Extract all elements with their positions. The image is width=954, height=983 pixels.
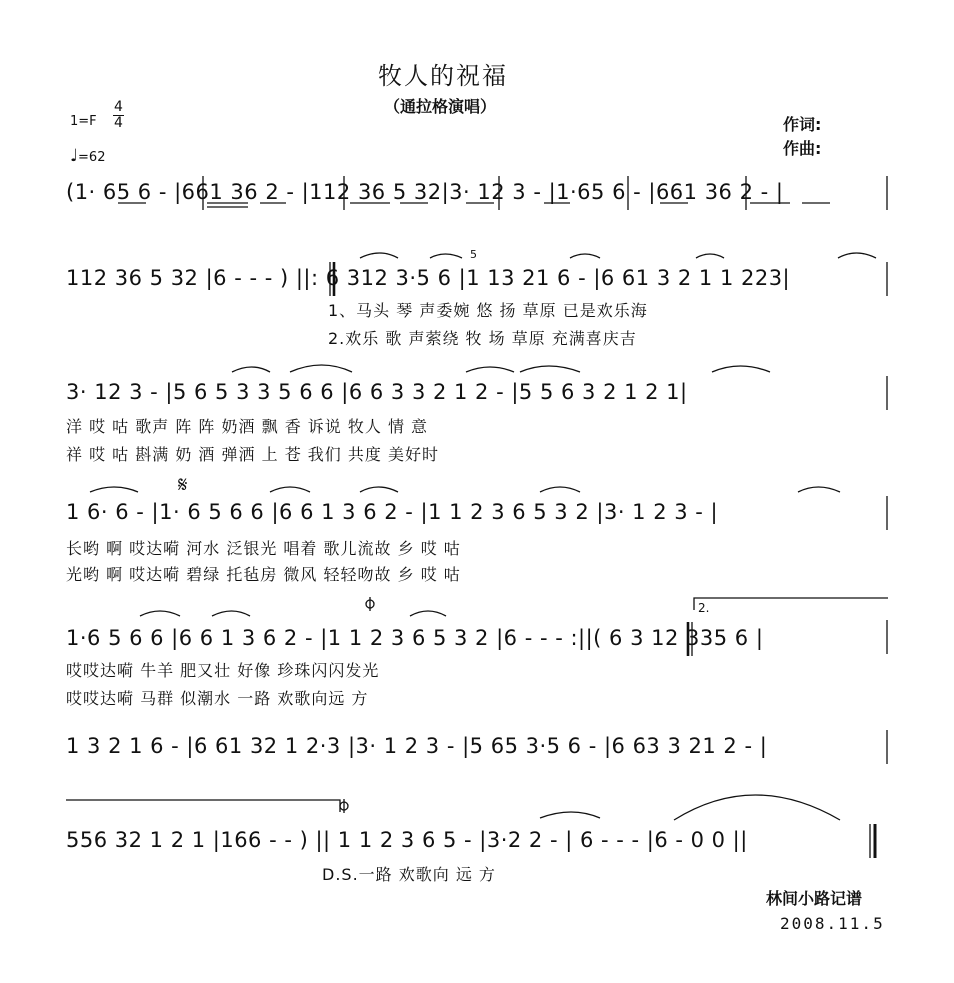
lyric-row-5-verse-1: 哎哎达嗬 牛羊 肥又壮 好像 珍珠闪闪发光 [66, 661, 380, 680]
slur [540, 812, 600, 818]
score-row-7: 556 32 1 2 1 |166 - - ) || 1 1 2 3 6 5 - |3·2 2 - | 6 - - - |6 - 0 0 || [66, 828, 748, 852]
lyric-row-7: D.S.一路 欢歌向 远 方 [322, 865, 496, 884]
slur [798, 487, 840, 492]
slur [360, 253, 398, 258]
score-row-5: 1·6 5 6 6 |6 6 1 3 6 2 - |1 1 2 3 6 5 3 2 |6 - - - :||( 6 3 12 335 6 | [66, 626, 764, 650]
lyric-row-2-verse-2: 2.欢乐 歌 声萦绕 牧 场 草原 充满喜庆吉 [328, 329, 637, 348]
transcription-date: 2008.11.5 [780, 914, 885, 933]
segno-icon: 𝄋 [178, 473, 188, 498]
slur [674, 795, 840, 820]
slur [712, 366, 770, 372]
slur [540, 487, 580, 492]
slur [696, 254, 724, 258]
volta-number: 2. [698, 601, 710, 615]
slur [232, 367, 270, 372]
slur [838, 253, 876, 258]
volta-bracket [694, 598, 888, 610]
slur [212, 611, 250, 616]
slur [410, 611, 446, 616]
slur [140, 611, 180, 616]
lyric-row-5-verse-2: 哎哎达嗬 马群 似潮水 一路 欢歌向远 方 [66, 689, 369, 708]
slur [520, 366, 580, 372]
lyric-row-4-verse-2: 光哟 啊 哎达嗬 碧绿 托毡房 微风 轻轻吻故 乡 哎 咕 [66, 565, 461, 584]
slur [466, 367, 514, 372]
composer-label: 作曲: [783, 139, 822, 158]
time-bottom: 4 [114, 115, 123, 131]
lyric-row-3-verse-1: 洋 哎 咕 歌声 阵 阵 奶酒 飘 香 诉说 牧人 情 意 [66, 417, 429, 436]
lyric-row-2-verse-1: 1、马头 琴 声委婉 悠 扬 草原 已是欢乐海 [328, 301, 648, 320]
score-row-3: 3· 12 3 - |5 6 5 3 3 5 6 6 |6 6 3 3 2 1 2 - |5 5 6 3 2 1 2 1| [66, 380, 688, 404]
score-row-4: 1 6· 6 - |1· 6 5 6 6 |6 6 1 3 6 2 - |1 1 2 3 6 5 3 2 |3· 1 2 3 - | [66, 500, 719, 524]
lyric-row-3-verse-2: 祥 哎 咕 斟满 奶 酒 弹洒 上 苍 我们 共度 美好时 [66, 445, 439, 464]
slur [570, 254, 600, 258]
key-signature: 1=F [70, 114, 97, 129]
grace-note: 5 [470, 248, 477, 261]
quarter-note-icon: ♩ [70, 146, 79, 166]
score-row-2: 112 36 5 32 |6 - - - ) ||: 6 312 3·5 6 |1 13 21 6 - |6 61 3 2 1 1 223| [66, 266, 791, 290]
slur [430, 254, 462, 258]
tempo-value: =62 [78, 150, 106, 165]
score-row-6: 1 3 2 1 6 - |6 61 32 1 2·3 |3· 1 2 3 - |5 65 3·5 6 - |6 63 3 21 2 - | [66, 734, 768, 758]
transcriber-credit: 林间小路记谱 [766, 889, 863, 908]
time-top: 4 [114, 99, 123, 115]
coda-bracket [66, 800, 340, 812]
lyric-row-4-verse-1: 长哟 啊 哎达嗬 河水 泛银光 唱着 歌儿流故 乡 哎 咕 [66, 539, 461, 558]
performer-subtitle: （通拉格演唱） [384, 97, 497, 116]
song-title: 牧人的祝福 [378, 62, 508, 90]
slur [290, 365, 352, 372]
slur [270, 487, 310, 492]
score-row-1: (1· 65 6 - |661 36 2 - |112 36 5 32|3· 12 3 - |1·65 6 - |661 36 2 - | [66, 180, 784, 204]
lyricist-label: 作词: [783, 115, 822, 134]
slur [90, 487, 138, 492]
slur [360, 487, 398, 492]
